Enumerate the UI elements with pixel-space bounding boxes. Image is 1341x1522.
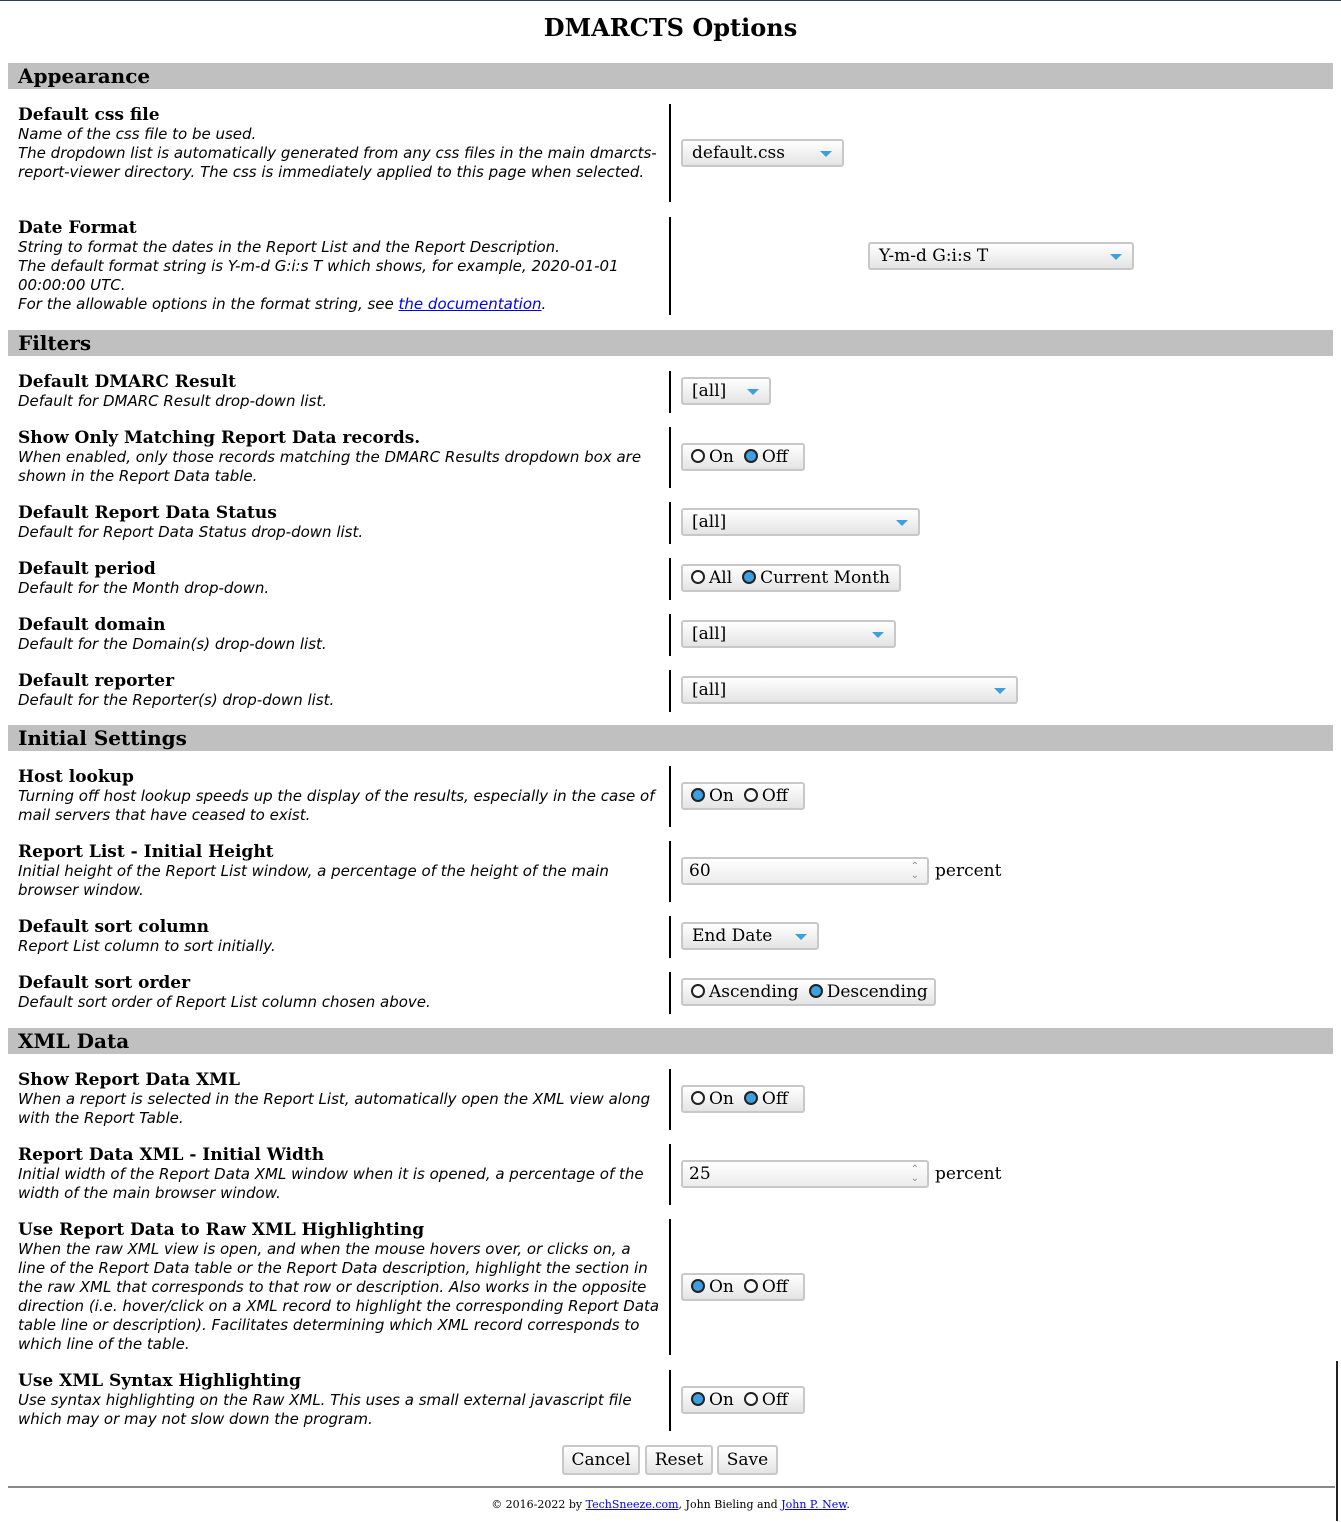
divider — [669, 427, 671, 488]
chevron-down-icon — [872, 632, 884, 638]
chevron-down-icon — [795, 934, 807, 940]
option-description: Report List column to sort initially. — [18, 937, 276, 955]
spinner-icon[interactable]: ⌃ ⌄ — [910, 861, 919, 881]
divider — [669, 916, 671, 958]
radio-label: Off — [761, 447, 788, 467]
divider — [669, 1069, 671, 1130]
page-title: DMARCTS Options — [543, 13, 798, 42]
option-title: Default Report Data Status — [18, 503, 277, 523]
radio-icon — [744, 1392, 758, 1406]
date-format-select[interactable] — [868, 242, 1134, 270]
default-domain-select[interactable] — [681, 620, 896, 648]
option-default-sort-order — [18, 974, 660, 1012]
section-header-initial-settings: Initial Settings — [8, 725, 1333, 751]
reset-button[interactable]: Reset — [645, 1445, 713, 1475]
radio-label: On — [709, 1277, 734, 1297]
option-description: Initial height of the Report List window, a percentage of the height of the main browser window. — [18, 862, 609, 899]
option-title: Default sort order — [18, 973, 191, 993]
date-format-value: Y-m-d G:i:s T — [879, 246, 989, 266]
spinner-icon[interactable]: ⌃ ⌄ — [910, 1164, 919, 1184]
dmarc-result-select[interactable] — [681, 377, 771, 405]
john-p-new-link[interactable]: John P. New — [781, 1498, 847, 1511]
option-title: Default reporter — [18, 671, 175, 691]
footer — [0, 1498, 1341, 1511]
option-default-domain — [18, 616, 660, 654]
show-xml-off-radio[interactable] — [744, 1087, 788, 1111]
option-xml-syntax-highlighting — [18, 1372, 660, 1429]
section-header-xml-data: XML Data — [8, 1028, 1333, 1054]
divider — [669, 766, 671, 827]
option-title: Report List - Initial Height — [18, 842, 274, 862]
period-all-radio[interactable] — [691, 566, 732, 590]
documentation-link[interactable]: the documentation — [398, 295, 542, 313]
option-description: Default for the Month drop-down. — [18, 579, 270, 597]
radio-label: Off — [761, 1089, 788, 1109]
syntax-highlight-on-radio[interactable] — [691, 1388, 734, 1412]
option-description — [18, 238, 660, 314]
option-title: Default period — [18, 559, 156, 579]
option-dmarc-result — [18, 373, 660, 411]
divider — [669, 104, 671, 202]
radio-icon — [744, 788, 758, 802]
dmarc-result-value: [all] — [692, 381, 727, 401]
show-matching-radio-group — [681, 443, 805, 471]
option-host-lookup — [18, 768, 660, 825]
option-title: Show Only Matching Report Data records. — [18, 428, 421, 448]
option-title: Report Data XML - Initial Width — [18, 1145, 325, 1165]
xml-width-input[interactable] — [681, 1160, 929, 1188]
radio-label: On — [709, 786, 734, 806]
unit-label: percent — [935, 1164, 1002, 1184]
option-title: Show Report Data XML — [18, 1070, 240, 1090]
radio-label: Off — [761, 1277, 788, 1297]
chevron-down-icon — [747, 389, 759, 395]
date-format-desc: String to format the dates in the Report List and the Report Description. The default format string is Y-m-d G:i:s T which shows, for example, 2020-01-01 00:00:00 UTC. For the allowable options in the format string, see — [18, 238, 619, 313]
divider — [669, 841, 671, 902]
divider — [669, 670, 671, 712]
radio-checked-icon — [691, 1279, 705, 1293]
option-xml-width — [18, 1146, 660, 1203]
option-description: When the raw XML view is open, and when the mouse hovers over, or clicks on, a line of the Report Data table or the Report Data description, highlight the section in the raw XML that corresponds to that row or description. Also works in the opposite direction (i.e. hover/click on a XML record to highlight the corresponding Report Data table line or description). Facilitates determining which XML record corresponds to which line of the table. — [18, 1240, 660, 1353]
radio-checked-icon — [691, 788, 705, 802]
sort-descending-radio[interactable] — [809, 980, 928, 1004]
report-list-height-value: 60 — [689, 861, 711, 881]
default-domain-value: [all] — [692, 624, 727, 644]
option-description: Name of the css file to be used. The dropdown list is automatically generated from any css files in the main dmarcts-report-viewer directory. The css is immediately applied to this page when selected. — [18, 125, 657, 181]
divider — [669, 217, 671, 315]
option-title: Host lookup — [18, 767, 134, 787]
date-format-desc-end: . — [541, 295, 547, 313]
save-button[interactable]: Save — [717, 1445, 778, 1475]
xml-width-value: 25 — [689, 1164, 711, 1184]
syntax-highlight-off-radio[interactable] — [744, 1388, 788, 1412]
show-matching-off-radio[interactable] — [744, 445, 788, 469]
option-raw-xml-highlighting — [18, 1221, 660, 1354]
show-matching-on-radio[interactable] — [691, 445, 734, 469]
option-css-file — [18, 106, 660, 182]
radio-label: Ascending — [709, 982, 799, 1002]
techsneeze-link[interactable]: TechSneeze.com — [585, 1498, 679, 1511]
sort-column-value: End Date — [692, 926, 773, 946]
option-title: Use XML Syntax Highlighting — [18, 1371, 301, 1391]
default-period-radio-group — [681, 564, 901, 592]
radio-label: Off — [761, 786, 788, 806]
chevron-down-icon — [896, 520, 908, 526]
option-default-sort-column — [18, 918, 660, 956]
option-report-list-height — [18, 843, 660, 900]
option-description: Turning off host lookup speeds up the display of the results, especially in the case of mail servers that have ceased to exist. — [18, 787, 655, 824]
section-header-filters: Filters — [8, 330, 1333, 356]
option-description: Default for Report Data Status drop-down list. — [18, 523, 364, 541]
radio-label: Descending — [826, 982, 928, 1002]
unit-label: percent — [935, 861, 1002, 881]
host-lookup-radio-group — [681, 782, 805, 810]
option-date-format — [18, 219, 660, 314]
radio-icon — [691, 570, 705, 584]
radio-icon — [691, 984, 705, 998]
radio-checked-icon — [691, 1392, 705, 1406]
show-xml-on-radio[interactable] — [691, 1087, 734, 1111]
default-reporter-select[interactable] — [681, 676, 1018, 704]
radio-icon — [691, 1091, 705, 1105]
radio-checked-icon — [809, 984, 823, 998]
radio-label: On — [709, 1390, 734, 1410]
host-lookup-on-radio[interactable] — [691, 784, 734, 808]
sort-order-radio-group — [681, 978, 936, 1006]
option-description: Default for DMARC Result drop-down list. — [18, 392, 328, 410]
radio-checked-icon — [744, 449, 758, 463]
option-title: Default sort column — [18, 917, 209, 937]
option-show-matching — [18, 429, 660, 486]
radio-icon — [744, 1279, 758, 1293]
divider — [669, 1144, 671, 1205]
option-title: Date Format — [18, 218, 137, 238]
show-xml-radio-group — [681, 1085, 805, 1113]
divider — [669, 972, 671, 1014]
sort-ascending-radio[interactable] — [691, 980, 799, 1004]
divider — [669, 558, 671, 600]
chevron-down-icon — [820, 151, 832, 157]
host-lookup-off-radio[interactable] — [744, 784, 788, 808]
option-description: Default for the Reporter(s) drop-down list. — [18, 691, 335, 709]
sort-column-select[interactable] — [681, 922, 819, 950]
radio-label: Current Month — [760, 568, 890, 588]
option-show-report-xml — [18, 1071, 660, 1128]
radio-checked-icon — [742, 570, 756, 584]
css-file-value: default.css — [692, 143, 785, 163]
footer-middle: , John Bieling and — [678, 1498, 782, 1511]
divider — [669, 1219, 671, 1355]
raw-highlight-off-radio[interactable] — [744, 1275, 788, 1299]
option-description: When a report is selected in the Report List, automatically open the XML view along with the Report Table. — [18, 1090, 651, 1127]
radio-checked-icon — [744, 1091, 758, 1105]
period-current-month-radio[interactable] — [742, 566, 890, 590]
raw-highlight-on-radio[interactable] — [691, 1275, 734, 1299]
footer-divider — [8, 1486, 1335, 1488]
footer-prefix: © 2016-2022 by — [491, 1498, 586, 1511]
option-description: Default sort order of Report List column chosen above. — [18, 993, 431, 1011]
default-reporter-value: [all] — [692, 680, 727, 700]
divider — [669, 614, 671, 656]
option-title: Default css file — [18, 105, 160, 125]
report-data-status-select[interactable] — [681, 508, 920, 536]
divider — [669, 371, 671, 413]
option-description: Use syntax highlighting on the Raw XML. This uses a small external javascript file which may or may not slow down the program. — [18, 1391, 632, 1428]
option-default-period — [18, 560, 660, 598]
option-default-reporter — [18, 672, 660, 710]
option-description: Default for the Domain(s) drop-down list. — [18, 635, 327, 653]
radio-label: All — [709, 568, 733, 588]
report-data-status-value: [all] — [692, 512, 727, 532]
radio-label: On — [709, 1089, 734, 1109]
radio-label: On — [709, 447, 734, 467]
option-report-data-status — [18, 504, 660, 542]
scrollbar[interactable] — [1336, 1361, 1338, 1521]
radio-label: Off — [761, 1390, 788, 1410]
raw-highlight-radio-group — [681, 1273, 805, 1301]
report-list-height-input[interactable] — [681, 857, 929, 885]
footer-suffix: . — [846, 1498, 850, 1511]
radio-icon — [691, 449, 705, 463]
divider — [669, 1370, 671, 1431]
option-description: Initial width of the Report Data XML window when it is opened, a percentage of the width of the main browser window. — [18, 1165, 644, 1202]
option-title: Use Report Data to Raw XML Highlighting — [18, 1220, 425, 1240]
chevron-down-icon — [1110, 254, 1122, 260]
cancel-button[interactable]: Cancel — [562, 1445, 640, 1475]
option-title: Default domain — [18, 615, 166, 635]
chevron-down-icon — [994, 688, 1006, 694]
divider — [669, 502, 671, 544]
css-file-select[interactable] — [681, 139, 844, 167]
option-description: When enabled, only those records matching the DMARC Results dropdown box are shown in the Report Data table. — [18, 448, 642, 485]
option-title: Default DMARC Result — [18, 372, 236, 392]
syntax-highlight-radio-group — [681, 1386, 805, 1414]
section-header-appearance: Appearance — [8, 63, 1333, 89]
